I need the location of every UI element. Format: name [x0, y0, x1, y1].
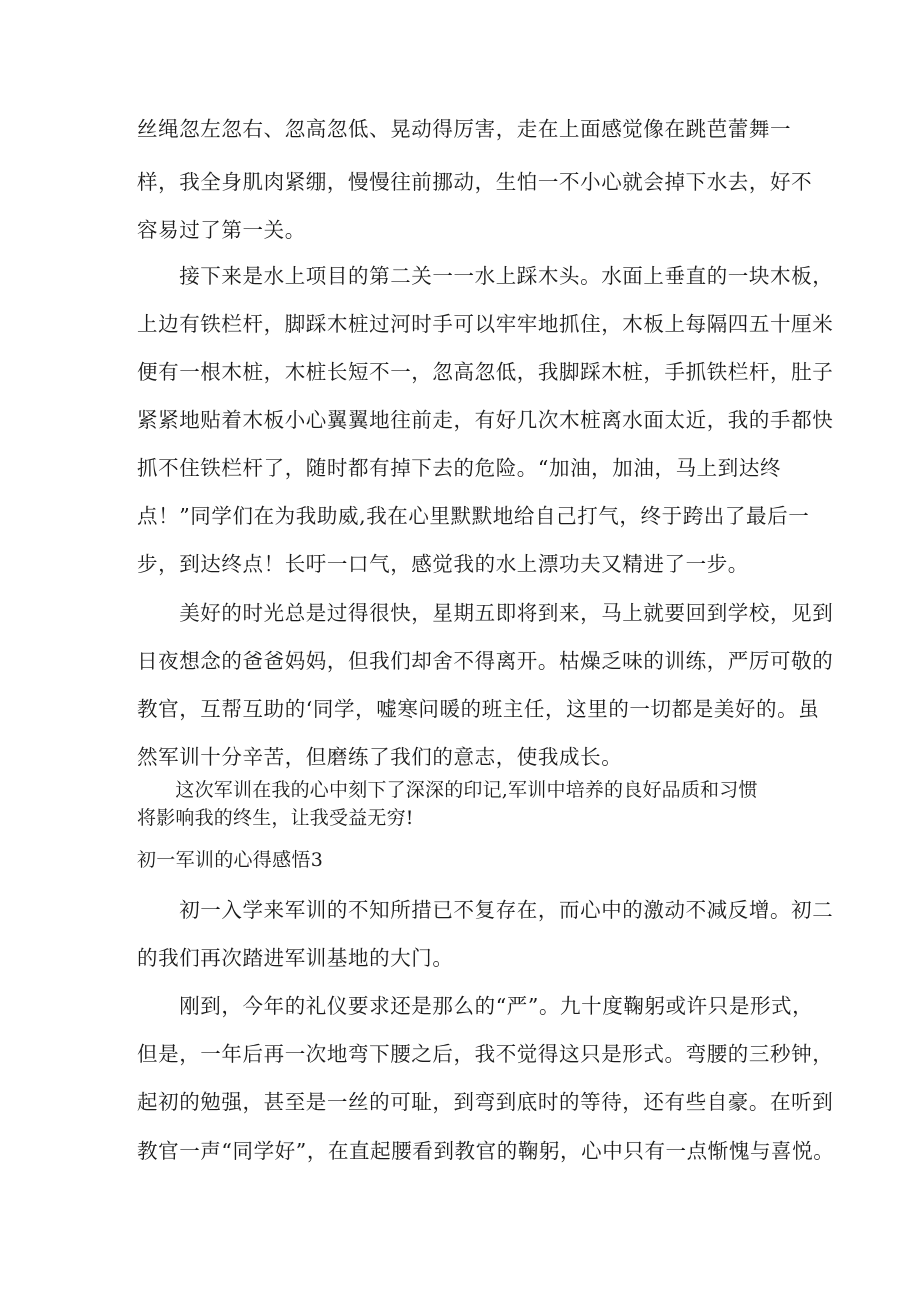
- text-line: 容易过了第一关。: [137, 218, 306, 242]
- text-line: 初一入学来军训的不知所措已不复存在，而心中的激动不减反增。初二: [137, 898, 834, 922]
- text-line: 将影响我的终生，让我受益无穷!: [137, 807, 414, 829]
- text-line: 美好的时光总是过得很快，星期五即将到来，马上就要回到学校，见到: [137, 601, 834, 625]
- text-line: 的我们再次踏进军训基地的大门。: [137, 946, 454, 970]
- text-line: 教官一声“同学好”，在直起腰看到教官的鞠躬，心中只有一点惭愧与喜悦。: [137, 1139, 835, 1163]
- text-line: 这次军训在我的心中刻下了深深的印记,军训中培养的良好品质和习惯: [137, 779, 758, 801]
- text-line: 日夜想念的爸爸妈妈，但我们却舍不得离开。枯燥乏味的训练，严厉可敬的: [137, 649, 834, 673]
- text-line: 刚到，今年的礼仪要求还是那么的“严”。九十度鞠躬或许只是形式，: [137, 994, 814, 1018]
- text-line: 上边有铁栏杆，脚踩木桩过河时手可以牢牢地抓住，木板上每隔四五十厘米: [137, 312, 834, 336]
- text-line: 紧紧地贴着木板小心翼翼地往前走，有好几次木桩离水面太近，我的手都快: [137, 408, 834, 432]
- text-line: 步，到达终点！长吁一口气，感觉我的水上漂功夫又精进了一步。: [137, 552, 749, 576]
- text-line: 点！”同学们在为我助威,我在心里默默地给自己打气，终于跨出了最后一: [137, 504, 810, 528]
- text-line: 接下来是水上项目的第二关一一水上踩木头。水面上垂直的一块木板，: [137, 264, 834, 288]
- text-line: 然军训十分辛苦，但磨练了我们的意志，使我成长。: [137, 745, 623, 769]
- text-line: 样，我全身肌肉紧绷，慢慢往前挪动，生怕一不小心就会掉下水去，好不: [137, 170, 813, 194]
- text-line: 抓不住铁栏杆了，随时都有掉下去的危险。“加油，加油，马上到达终: [137, 456, 782, 480]
- text-line: 教官，互帮互助的‘同学，嘘寒问暖的班主任，这里的一切都是美好的。虽: [137, 697, 820, 721]
- text-line: 便有一根木桩，木桩长短不一，忽高忽低，我脚踩木桩，手抓铁栏杆，肚子: [137, 360, 834, 384]
- text-line: 丝绳忽左忽右、忽高忽低、晃动得厉害，走在上面感觉像在跳芭蕾舞一: [137, 117, 792, 141]
- text-line: 起初的勉强，甚至是一丝的可耻，到弯到底时的等待，还有些自豪。在听到: [137, 1090, 834, 1114]
- text-line: 但是，一年后再一次地弯下腰之后，我不觉得这只是形式。弯腰的三秒钟，: [137, 1042, 834, 1066]
- section-heading: 初一军训的心得感悟3: [137, 849, 324, 871]
